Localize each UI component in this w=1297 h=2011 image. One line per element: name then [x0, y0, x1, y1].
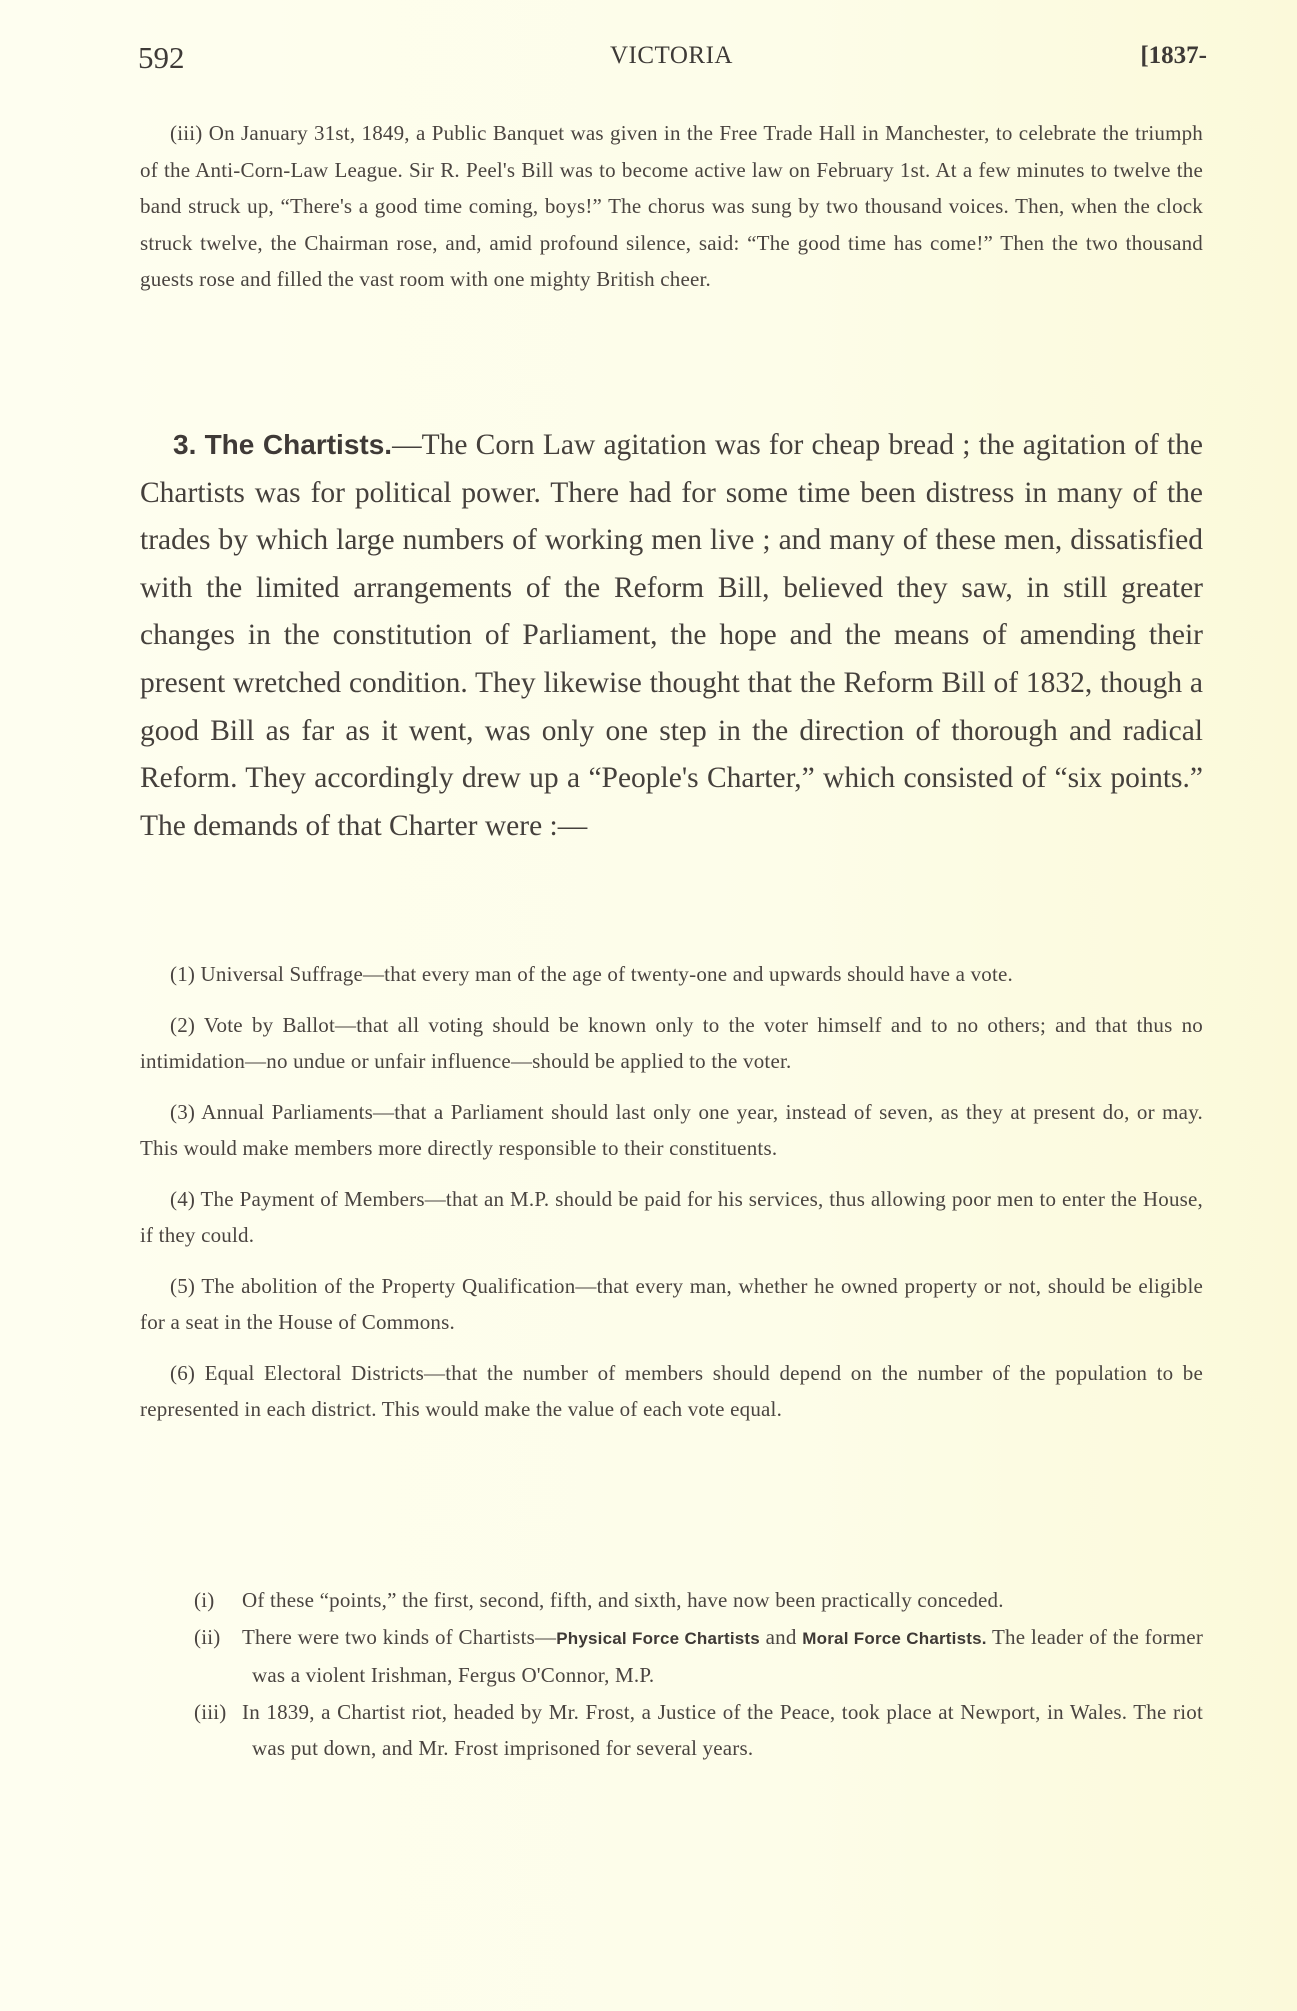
note-text-after: The leader of the former was a violent Irishman, Fergus O'Connor, M.P.: [252, 1624, 1204, 1687]
top-note: [140, 115, 1203, 298]
point-text: Universal Suffrage—that every man of the age of twenty-one and upwards should have a vote.: [200, 962, 1013, 986]
note-text-before: There were two kinds of Chartists—: [242, 1624, 557, 1649]
note-text: Of these “points,” the first, second, fifth, and sixth, have now been practically conceded.: [242, 1588, 1004, 1612]
note-item: [140, 1619, 1203, 1694]
point-text: The abolition of the Property Qualification—that every man, whether he owned property or not, should be eligible for a seat in the House of Commons.: [140, 1273, 1204, 1334]
running-head: [138, 40, 1207, 80]
running-title: VICTORIA: [610, 42, 733, 69]
section-paragraph: [140, 421, 1203, 850]
note-label: (i): [194, 1588, 215, 1612]
charter-point: [140, 956, 1203, 993]
point-label: (6): [170, 1360, 196, 1385]
section-text: The Corn Law agitation was for cheap bread ; the agitation of the Chartists was for political power. There had for some time been distress in many of the trades by which large numbers of working men live ; and many of these men, dissatisfied with the limited arrangements of the Reform Bill, believed they saw, in still greater changes in the constitution of Parliament, the hope and the means of amending their present wretched condition. They likewise thought that the Reform Bill of 1832, though a good Bill as far as it went, was only one step in the direction of thorough and radical Reform. They accordingly drew up a “People's Charter,” which consisted of “six points.” The demands of that Charter were :—: [140, 429, 1204, 842]
point-text: Vote by Ballot—that all voting should be known only to the voter himself and to no others; and that thus no intimidation—no undue or unfair influence—should be applied to the voter.: [140, 1012, 1203, 1073]
moral-force-term: Moral Force Chartists.: [802, 1628, 987, 1648]
top-note-label: (iii): [170, 121, 203, 145]
charter-point: [140, 1007, 1203, 1080]
notes-list: [140, 1582, 1203, 1767]
point-text: The Payment of Members—that an M.P. should be paid for his services, thus allowing poor men to enter the House, if they could.: [140, 1186, 1203, 1247]
charter-points-list: [140, 956, 1203, 1428]
point-label: (4): [170, 1186, 196, 1211]
section-heading: The Chartists.: [204, 429, 393, 460]
section-dash: —: [392, 429, 422, 461]
point-text: Equal Electoral Districts—that the number of members should depend on the number of the population to be represented in each district. This would make the value of each vote equal.: [140, 1360, 1204, 1421]
point-label: (1): [170, 962, 196, 986]
section-chartists: [140, 421, 1203, 850]
note-item: [140, 1582, 1203, 1619]
point-label: (2): [170, 1012, 196, 1037]
note-label: (ii): [194, 1624, 221, 1649]
note-item: [140, 1694, 1203, 1767]
charter-point: [140, 1181, 1203, 1254]
point-text: Annual Parliaments—that a Parliament should last only one year, instead of seven, as they at present do, or may. This would make members more directly responsible to their constituents.: [140, 1099, 1203, 1160]
charter-point: [140, 1355, 1203, 1428]
top-note-paragraph: [140, 115, 1203, 298]
point-label: (3): [170, 1099, 196, 1124]
charter-point: [140, 1094, 1203, 1167]
charter-point: [140, 1268, 1203, 1341]
note-text: In 1839, a Chartist riot, headed by Mr. Frost, a Justice of the Peace, took place at Newport, in Wales. The riot was put down, and Mr. Frost imprisoned for several years.: [242, 1699, 1203, 1760]
note-text-middle: and: [759, 1624, 803, 1649]
note-label: (iii): [194, 1699, 227, 1724]
point-label: (5): [170, 1273, 196, 1298]
page-number: 592: [138, 40, 185, 75]
top-note-text: On January 31st, 1849, a Public Banquet was given in the Free Trade Hall in Manchester, to celebrate the triumph of the Anti-Corn-Law League. Sir R. Peel's Bill was to become active law on February 1st. At a few minutes to twelve the band struck up, “There's a good time coming, boys!” The chorus was sung by two thousand voices. Then, when the clock struck twelve, the Chairman rose, and, amid profound silence, said: “The good time has come!” Then the two thousand guests rose and filled the vast room with one mighty British cheer.: [140, 121, 1204, 291]
date-range: [1837-: [1140, 42, 1207, 69]
section-number: 3.: [173, 429, 197, 460]
physical-force-term: Physical Force Chartists: [556, 1628, 760, 1648]
